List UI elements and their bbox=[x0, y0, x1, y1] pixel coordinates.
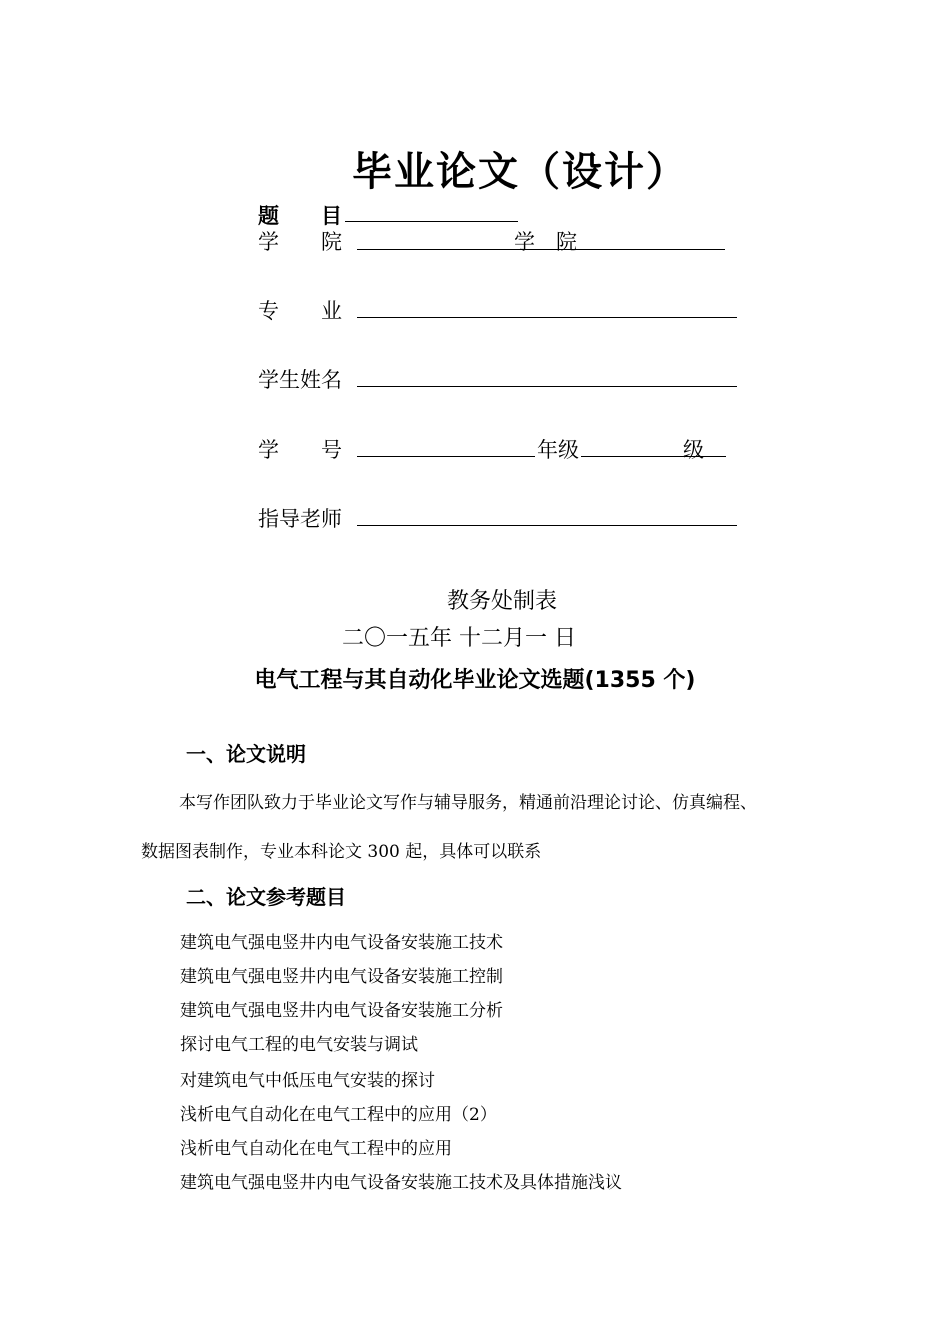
student-name-field[interactable] bbox=[357, 386, 737, 387]
topic-item: 建筑电气强电竖井内电气设备安装施工分析 bbox=[180, 1001, 503, 1021]
grade-suffix: 级 bbox=[683, 438, 704, 462]
topic-item: 探讨电气工程的电气安装与调试 bbox=[180, 1035, 418, 1055]
grade-field[interactable] bbox=[581, 456, 726, 457]
topic-item: 建筑电气强电竖井内电气设备安装施工控制 bbox=[180, 967, 503, 987]
grade-label: 年级 bbox=[537, 438, 579, 462]
section2-title: 二、论文参考题目 bbox=[186, 885, 346, 909]
topic-label: 题 目 bbox=[258, 203, 342, 228]
topic-item: 对建筑电气中低压电气安装的探讨 bbox=[180, 1071, 435, 1091]
student-id-label: 学 号 bbox=[258, 438, 342, 462]
topic-item: 浅析电气自动化在电气工程中的应用 bbox=[180, 1139, 452, 1159]
issue-date: 二〇一五年 十二月一 日 bbox=[342, 626, 576, 651]
topic-item: 浅析电气自动化在电气工程中的应用（2） bbox=[180, 1105, 497, 1125]
topic-item: 建筑电气强电竖井内电气设备安装施工技术 bbox=[180, 933, 503, 953]
major-field[interactable] bbox=[357, 317, 737, 318]
major-label: 专 业 bbox=[258, 299, 342, 323]
section1-paragraph-line1: 本写作团队致力于毕业论文写作与辅导服务，精通前沿理论讨论、仿真编程、 bbox=[179, 793, 757, 813]
topic-item: 建筑电气强电竖井内电气设备安装施工技术及具体措施浅议 bbox=[180, 1173, 622, 1193]
advisor-label: 指导老师 bbox=[258, 507, 342, 531]
document-heading: 电气工程与其自动化毕业论文选题(1355 个) bbox=[254, 668, 696, 693]
topic-field[interactable] bbox=[345, 221, 518, 222]
advisor-field[interactable] bbox=[357, 525, 737, 526]
issuer: 教务处制表 bbox=[446, 589, 557, 614]
section1-title: 一、论文说明 bbox=[186, 742, 306, 766]
student-name-label: 学生姓名 bbox=[258, 368, 342, 392]
section1-paragraph-line2: 数据图表制作，专业本科论文 300 起，具体可以联系 bbox=[141, 842, 542, 862]
student-id-field[interactable] bbox=[357, 456, 535, 457]
cover-title: 毕业论文（设计） bbox=[352, 148, 688, 195]
college-label: 学 院 bbox=[258, 230, 342, 254]
college-value: 学 院 bbox=[514, 230, 577, 254]
